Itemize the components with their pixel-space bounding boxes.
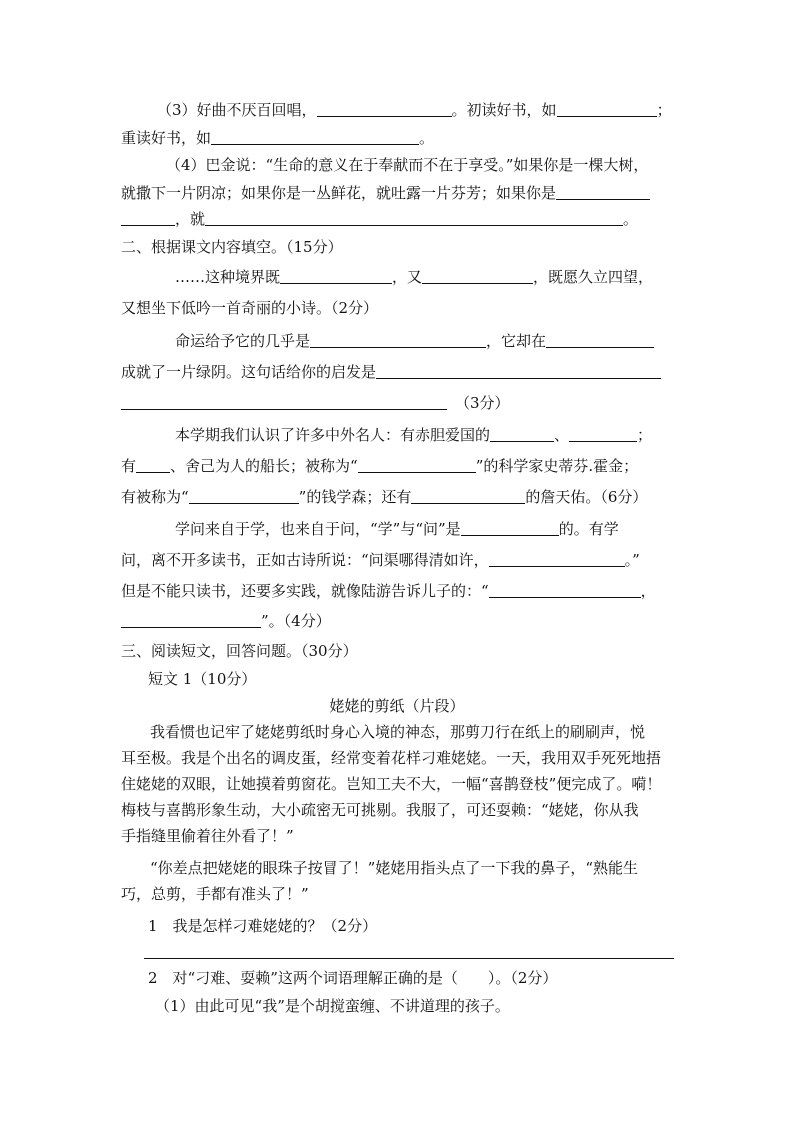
passage-title: 姥姥的剪纸（片段） (329, 697, 465, 715)
p3-line3 (121, 486, 794, 508)
p3-text: 的詹天佑。（6分） (525, 488, 648, 506)
passage-subheading: 短文 1（10分） (148, 670, 257, 688)
p4-line3 (121, 580, 794, 602)
passage-line: 手指缝里偷着往外看了！” (121, 827, 294, 845)
question-2-option-1: （1）由此可见“我”是个胡搅蛮缠、不讲道理的孩子。 (155, 997, 510, 1015)
p2-text: ，它却在 (486, 332, 547, 350)
answer-blank[interactable] (461, 519, 559, 536)
p3-text: 有被称为“ (121, 488, 189, 506)
p1-line2: 又想坐下低吟一首奇丽的小诗。（2分） (121, 299, 379, 317)
answer-blank[interactable] (490, 425, 554, 442)
answer-blank[interactable] (557, 100, 657, 117)
p3-text: ”的钱学森；还有 (298, 488, 412, 506)
answer-blank[interactable] (280, 267, 392, 284)
p2-text: 命运给予它的几乎是 (175, 332, 311, 350)
answer-blank[interactable] (489, 581, 641, 598)
answer-blank[interactable] (136, 456, 170, 473)
answer-blank[interactable] (211, 128, 419, 145)
answer-blank[interactable] (546, 331, 654, 348)
q3-text: 。初读好书，如 (451, 101, 557, 119)
section2-heading: 二、根据课文内容填空。（15分） (121, 238, 343, 256)
q3-text: ； (656, 101, 672, 119)
p4-line2 (121, 549, 794, 571)
p4-text: ”。（4分） (261, 612, 331, 630)
answer-blank[interactable] (121, 209, 175, 226)
answer-blank[interactable] (189, 487, 299, 504)
p2-line3 (121, 392, 794, 414)
q4-text: （4）巴金说：“生命的意义在于奉献而不在于享受。”如果你是一棵大树， (166, 156, 649, 174)
answer-blank[interactable] (411, 487, 525, 504)
answer-blank[interactable] (556, 183, 650, 200)
q3-text: 。 (419, 129, 435, 147)
p4-text: 学问来自于学，也来自于问，“学”与“问”是 (175, 520, 461, 538)
q3-line1 (157, 99, 794, 121)
answer-blank[interactable] (422, 267, 533, 284)
answer-blank[interactable] (569, 425, 637, 442)
q4-text: ，就 (175, 210, 206, 228)
answer-line[interactable] (144, 958, 674, 959)
answer-blank[interactable] (121, 611, 261, 628)
question-2: 2 对“刁难、耍赖”这两个词语理解正确的是（ ）。（2分） (148, 969, 558, 987)
answer-blank[interactable] (310, 331, 486, 348)
q3-text: （3）好曲不厌百回唱， (157, 101, 317, 119)
p1-text: ，又 (392, 268, 423, 286)
p3-text: ”的科学家史蒂芬.霍金； (475, 457, 639, 475)
p2-line1 (175, 330, 794, 352)
passage-line: 巧，总剪，手都有准头了！” (121, 885, 309, 903)
passage-line: 梅枝与喜鹊形象生动，大小疏密无可挑剔。我服了，可还耍赖：“姥姥，你从我 (121, 801, 639, 819)
p4-text: 的。有学 (558, 520, 619, 538)
p4-text: ， (640, 582, 656, 600)
section3-heading: 三、阅读短文，回答问题。（30分） (121, 642, 358, 660)
p3-text: ； (637, 426, 653, 444)
p4-line4 (121, 610, 794, 632)
answer-blank[interactable] (317, 100, 452, 117)
p4-text: 问，离不开多读书，正如古诗所说：“问渠哪得清如许， (121, 551, 489, 569)
p3-text: 、舍己为人的船长；被称为“ (170, 457, 358, 475)
question-1: 1 我是怎样刁难姥姥的？（2分） (148, 917, 378, 935)
p2-text: 成就了一片绿阴。这句话给你的启发是 (121, 363, 377, 381)
p3-text: 、 (554, 426, 570, 444)
q4-text: 就撒下一片阴凉；如果你是一丛鲜花，就吐露一片芬芳；如果你是 (121, 184, 557, 202)
p4-text: 。” (624, 551, 640, 569)
p2-line2 (121, 361, 794, 383)
p3-text: 有 (121, 457, 137, 475)
answer-blank[interactable] (358, 456, 476, 473)
p4-text: 但是不能只读书，还要多实践，就像陆游告诉儿子的：“ (121, 582, 489, 600)
passage-line: “你差点把姥姥的眼珠子按冒了！”姥姥用指头点了一下我的鼻子，“熟能生 (150, 859, 639, 877)
answer-blank[interactable] (205, 209, 623, 226)
q3-text: 重读好书，如 (121, 129, 212, 147)
q4-line1 (166, 154, 794, 176)
q4-line3 (121, 208, 794, 230)
p1-line1 (175, 266, 794, 288)
p2-score: （3分） (455, 394, 510, 412)
passage-line: 耳至极。我是个出名的调皮蛋，经常变着花样刁难姥姥。一天，我用双手死死地捂 (121, 749, 662, 767)
answer-blank[interactable] (376, 362, 661, 379)
q3-line2 (121, 127, 794, 149)
passage-line: 我看惯也记牢了姥姥剪纸时身心入境的神态，那剪刀行在纸上的刷刷声，悦 (150, 723, 646, 741)
p1-text: ，既愿久立四望， (533, 268, 654, 286)
p4-line1 (175, 518, 794, 540)
p3-line2 (121, 455, 794, 477)
p3-line1 (175, 424, 794, 446)
q4-line2 (121, 182, 794, 204)
answer-blank[interactable] (489, 550, 625, 567)
p1-text: ……这种境界既 (175, 268, 281, 286)
p3-text: 本学期我们认识了许多中外名人：有赤胆爱国的 (175, 426, 491, 444)
answer-blank[interactable] (121, 393, 447, 410)
q4-text: 。 (623, 210, 639, 228)
passage-line: 住姥姥的双眼，让她摸着剪窗花。岂知工夫不大，一幅“喜鹊登枝”便完成了。嗬！ (121, 775, 662, 793)
